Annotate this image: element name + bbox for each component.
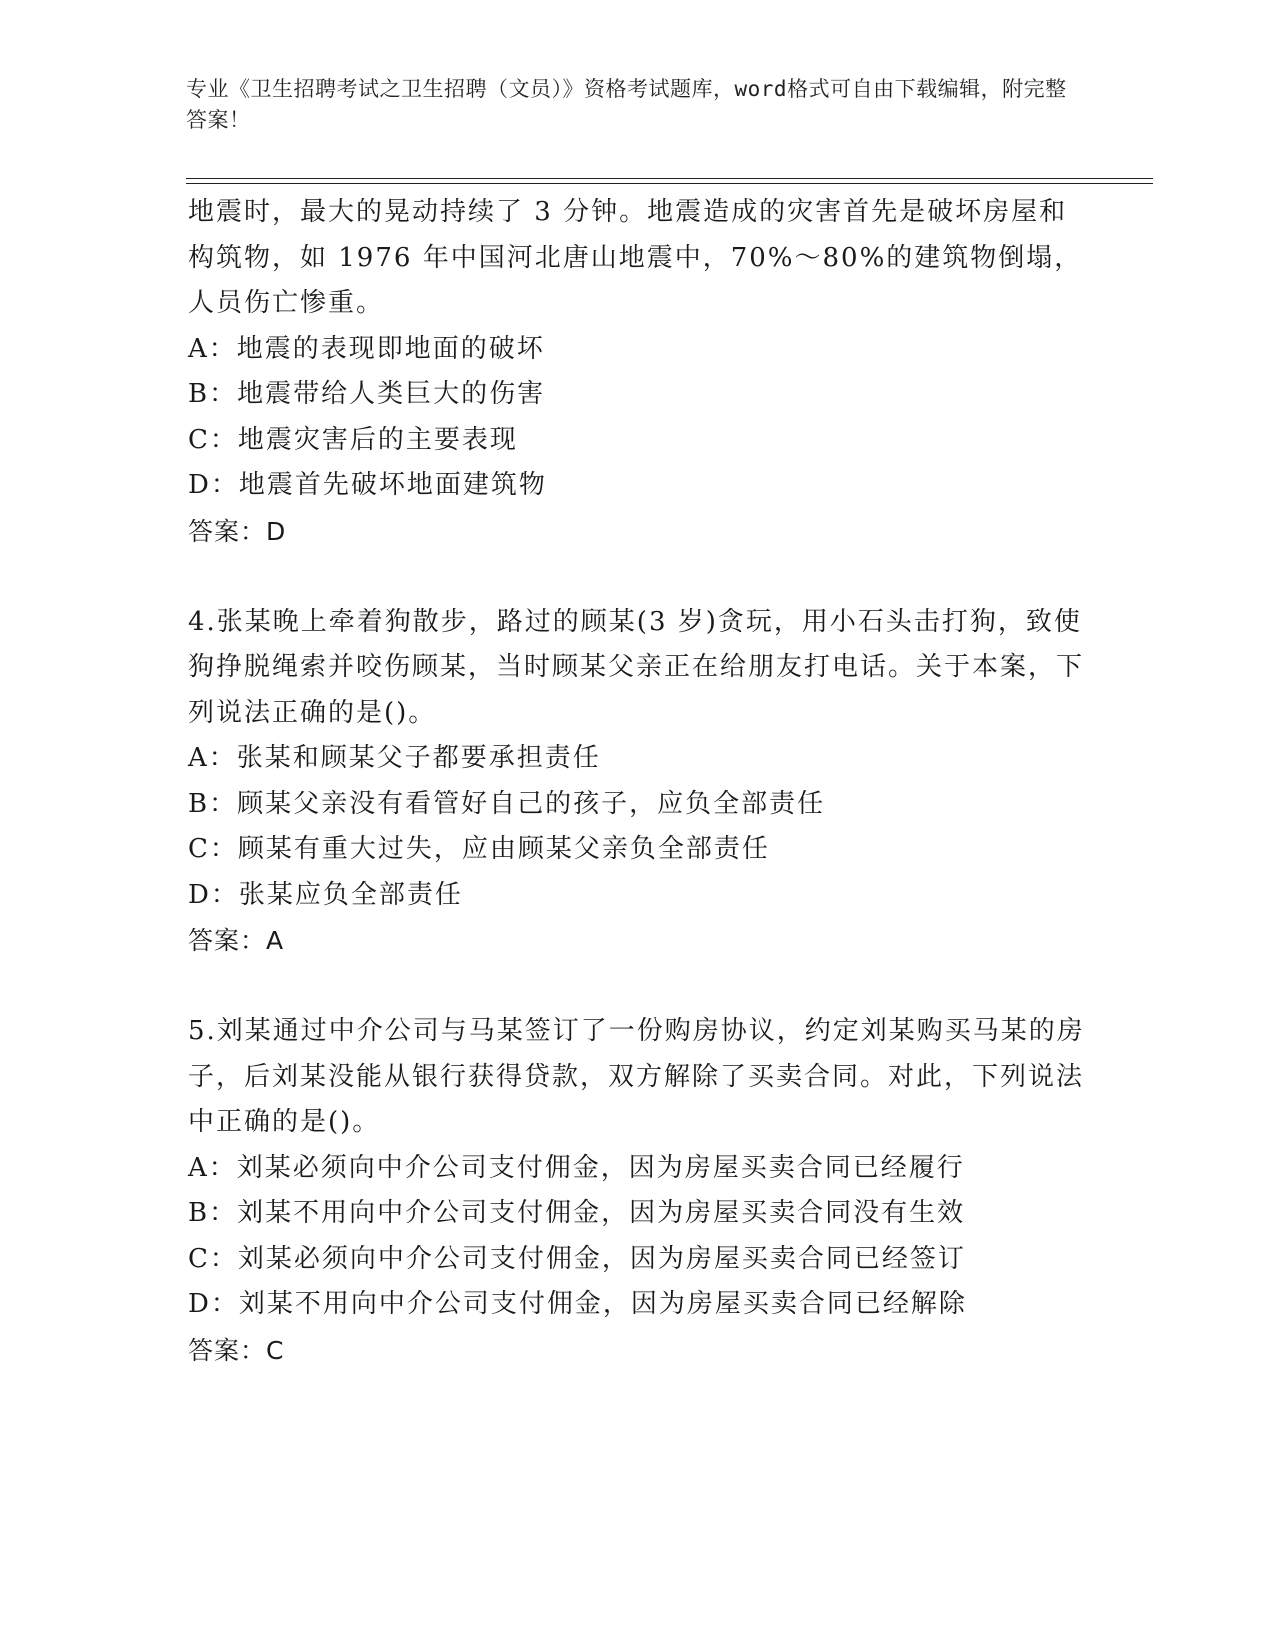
document-body — [188, 190, 1088, 1373]
option-c: C：顾某有重大过失，应由顾某父亲负全部责任 — [188, 834, 770, 864]
header-title: 专业《卫生招聘考试之卫生招聘（文员）》资格考试题库，word格式可自由下载编辑，附完整答案！ — [186, 77, 1067, 132]
option-b: B：地震带给人类巨大的伤害 — [188, 379, 546, 409]
spacer — [188, 554, 1088, 600]
header-divider-bottom — [186, 183, 1153, 184]
option-c: C：刘某必须向中介公司支付佣金，因为房屋买卖合同已经签订 — [188, 1243, 966, 1274]
answer-line: 答案：C — [188, 1335, 285, 1365]
question-stem: 4.张某晚上牵着狗散步，路过的顾某(3 岁)贪玩，用小石头击打狗，致使狗挣脱绳索并咬伤顾某，当时顾某父亲正在给朋友打电话。关于本案，下列说法正确的是()。 — [188, 606, 1085, 728]
document-header — [186, 74, 1086, 136]
answer-line: 答案：A — [188, 926, 285, 955]
answer-line: 答案：D — [188, 516, 287, 546]
spacer — [188, 964, 1088, 1010]
question-stem: 5.刘某通过中介公司与马某签订了一份购房协议，约定刘某购买马某的房子，后刘某没能从银行获得贷款，双方解除了买卖合同。对此，下列说法中正确的是()。 — [188, 1016, 1085, 1137]
question-5 — [188, 1009, 1088, 1373]
question-3 — [188, 327, 1088, 555]
option-d: D：地震首先破坏地面建筑物 — [188, 470, 547, 500]
header-divider-top — [186, 178, 1153, 179]
option-a: A：张某和顾某父子都要承担责任 — [188, 743, 601, 773]
option-d: D：刘某不用向中介公司支付佣金，因为房屋买卖合同已经解除 — [188, 1289, 967, 1319]
option-a: A：地震的表现即地面的破坏 — [188, 333, 545, 364]
option-b: B：刘某不用向中介公司支付佣金，因为房屋买卖合同没有生效 — [188, 1198, 966, 1228]
passage-text: 地震时，最大的晃动持续了 3 分钟。地震造成的灾害首先是破坏房屋和构筑物，如 1976 年中国河北唐山地震中，70%～80%的建筑物倒塌，人员伤亡惨重。 — [188, 197, 1083, 318]
option-b: B：顾某父亲没有看管好自己的孩子，应负全部责任 — [188, 788, 826, 819]
option-a: A：刘某必须向中介公司支付佣金，因为房屋买卖合同已经履行 — [188, 1152, 965, 1183]
option-c: C：地震灾害后的主要表现 — [188, 424, 518, 455]
option-d: D：张某应负全部责任 — [188, 879, 463, 910]
question-4 — [188, 600, 1088, 964]
